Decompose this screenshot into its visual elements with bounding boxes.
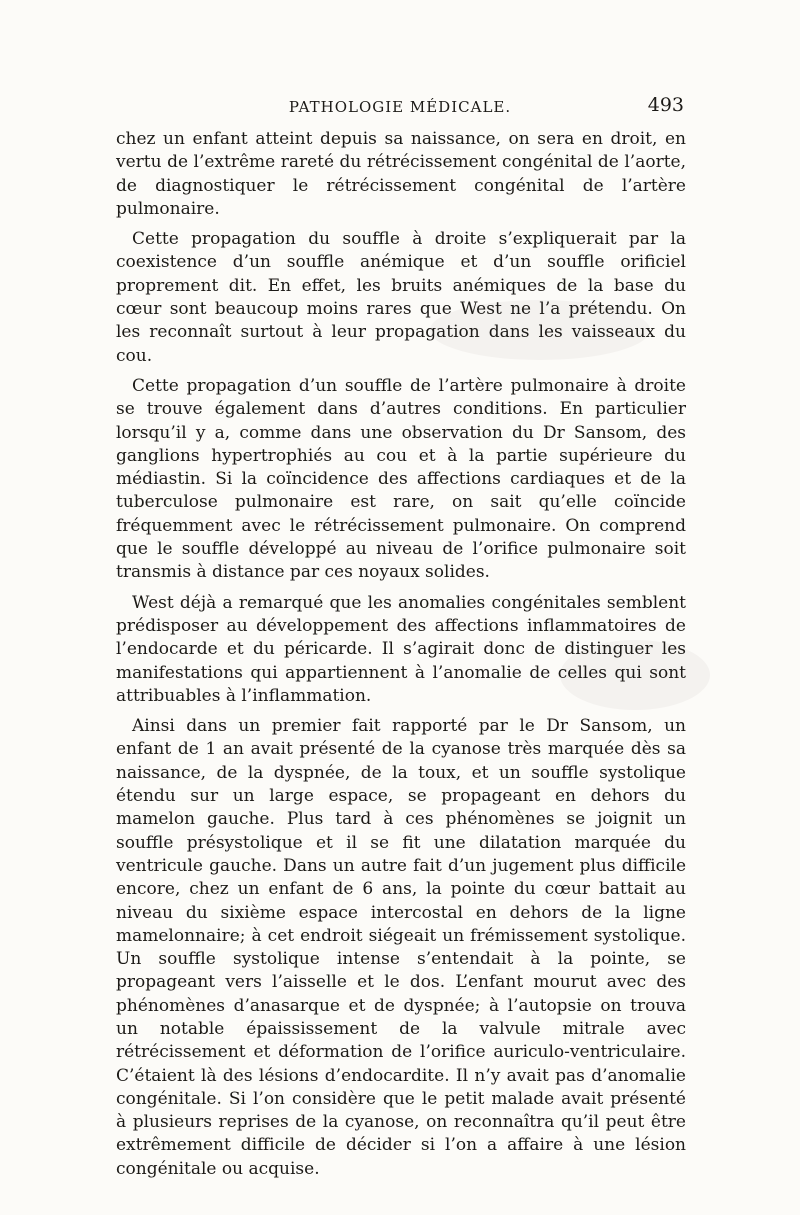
paragraph-5: Ainsi dans un premier fait rapporté par le Dr Sansom, un enfant de 1 an avait présenté de la cyanose très marquée dès sa naissance, de la dyspnée, de la toux, et un souffle systolique étendu sur un large espace, se propageant en dehors du mamelon gauche. Plus tard à ces phénomènes se joignit un souffle présystolique et il se fit une dilatation marquée du ventricule gauche. Dans un autre fait d’un jugement plus difficile encore, chez un enfant de 6 ans, la pointe du cœur battait au niveau du sixième espace intercostal en dehors de la ligne mamelonnaire; à cet endroit siégeait un frémissement systolique. Un souffle systolique intense s’entendait à la pointe, se propageant vers l’aisselle et le dos. L’enfant mourut avec des phénomènes d’anasarque et de dyspnée; à l’autopsie on trouva un notable épaississement de la valvule mitrale avec rétrécissement et déformation de l’orifice auriculo-ventriculaire. C’étaient là des lésions d’endocardite. Il n’y avait pas d’anomalie congénitale. Si l’on considère que le petit malade avait présenté à plusieurs reprises de la cyanose, on reconnaîtra qu’il peut être extrêmement difficile de décider si l’on a affaire à une lésion congénitale ou acquise. — [116, 716, 686, 1179]
page-number: 493 — [647, 94, 684, 116]
paragraph-3: Cette propagation d’un souffle de l’artère pulmonaire à droite se trouve également dans d’autres conditions. En particulier lorsqu’il y a, comme dans une observation du Dr Sansom, des ganglions hypertrophiés au cou et à la partie supérieure du médiastin. Si la coïncidence des affections cardiaques et de la tuberculose pulmonaire est rare, on sait qu’elle coïncide fréquemment avec le rétrécissement pulmonaire. On comprend que le souffle développé au niveau de l’orifice pulmonaire soit transmis à distance par ces noyaux solides. — [116, 375, 686, 583]
paragraph-2: Cette propagation du souffle à droite s’expliquerait par la coexistence d’un souffle anémique et d’un souffle orificiel proprement dit. En effet, les bruits anémiques de la base du cœur sont beaucoup moins rares que West ne l’a prétendu. On les reconnaît surtout à leur propagation dans les vaisseaux du cou. — [116, 229, 686, 366]
body-text — [116, 128, 686, 1181]
paragraph-1: chez un enfant atteint depuis sa naissance, on sera en droit, en vertu de l’extrême rareté du rétrécissement congénital de l’aorte, de diagnostiquer le rétrécissement congénital de l’artère pulmonaire. — [116, 129, 686, 219]
page-header — [116, 94, 684, 118]
paragraph-4: West déjà a remarqué que les anomalies congénitales semblent prédisposer au développement des affections inflammatoires de l’endocarde et du péricarde. Il s’agirait donc de distinguer les manifestations qui appartiennent à l’anomalie de celles qui sont attribuables à l’inflammation. — [116, 592, 686, 706]
running-title: PATHOLOGIE MÉDICALE. — [288, 98, 512, 116]
